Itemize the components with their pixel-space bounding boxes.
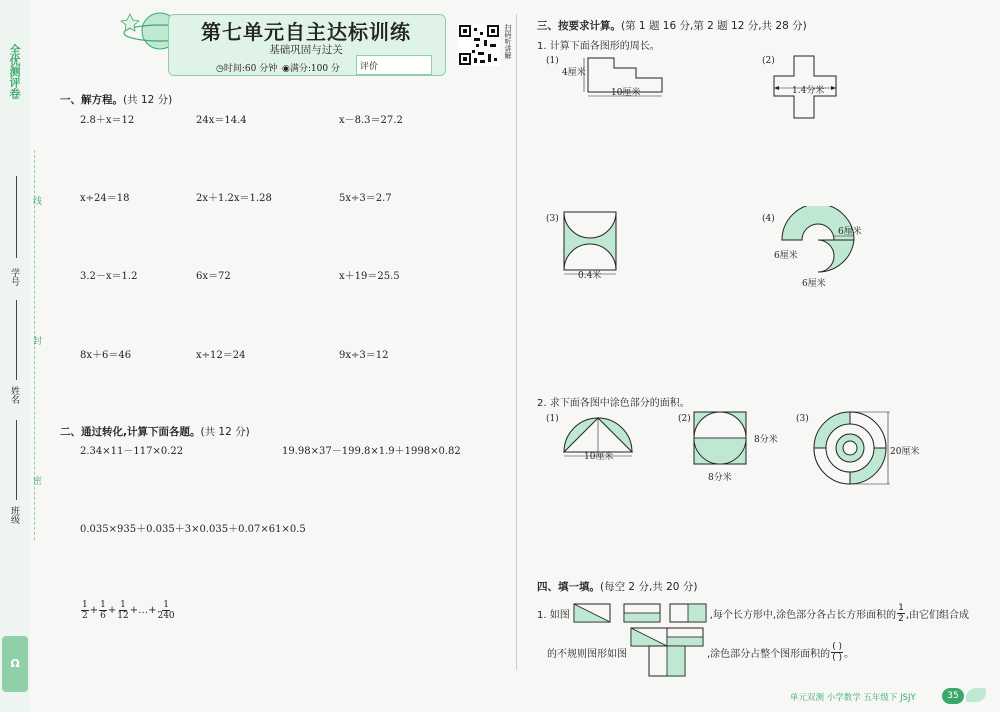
section-1-title: 一、解方程。 <box>60 94 123 106</box>
section-3-points: (第 1 题 16 分,第 2 题 12 分,共 28 分) <box>621 20 807 32</box>
circle-in-square-figure <box>692 410 752 468</box>
page-number: 35 <box>947 691 959 701</box>
brand-label: 全优测评卷 <box>8 44 21 99</box>
equation-1: 2.8＋x＝12 <box>80 115 135 126</box>
fraction-2-den: 6 <box>100 611 106 621</box>
fig-2-label: 1.4分米 <box>792 86 825 96</box>
binding-strip <box>0 0 30 712</box>
time-info <box>216 61 277 74</box>
equation-4: x÷24＝18 <box>80 193 130 204</box>
fraction-2-num: 1 <box>100 600 106 610</box>
name-label: 姓名 <box>9 386 19 404</box>
fraction-4-den: 240 <box>157 611 175 621</box>
fig-b-label-bottom: 8分米 <box>708 473 732 483</box>
fraction-1 <box>81 600 89 621</box>
name-field[interactable] <box>16 300 17 380</box>
score-info <box>282 61 340 74</box>
equation-6: 5x÷3＝2.7 <box>339 193 392 204</box>
fill-text-6: 。 <box>844 648 855 660</box>
equation-3: x－8.3＝27.2 <box>339 115 403 126</box>
qr-label: 扫码听讲解 <box>504 24 512 59</box>
question-3-1: 1. 计算下面各图形的周长。 <box>537 41 660 52</box>
page-subtitle: 基础巩固与过关 <box>269 44 343 56</box>
concentric-rings-figure <box>812 410 892 490</box>
fig-3-number: (3) <box>546 214 559 224</box>
fraction-4-num: 1 <box>163 600 169 610</box>
fig-4-number: (4) <box>762 214 775 224</box>
one-half-den: 2 <box>898 613 904 624</box>
section-3-heading <box>537 18 807 33</box>
class-label: 班级 <box>9 506 19 524</box>
fill-line-2 <box>547 626 854 678</box>
score-text: 满分:100 分 <box>289 64 340 74</box>
fig-b-label-side: 8分米 <box>754 435 778 445</box>
operator-1: + <box>89 605 99 616</box>
operator-3: +…+ <box>129 605 157 616</box>
s-curve-figure <box>770 206 870 276</box>
problem-2-1: 2.34×11－117×0.22 <box>80 446 184 457</box>
fraction-2 <box>99 600 107 621</box>
fig-1-width-label: 10厘米 <box>611 88 641 98</box>
footer-text: 单元双测 小学数学 五年级下 JSJY <box>790 693 916 703</box>
class-field[interactable] <box>16 420 17 500</box>
time-text: 时间:60 分钟 <box>223 64 278 74</box>
fraction-1-den: 2 <box>82 611 88 621</box>
qr-code-icon[interactable] <box>458 24 500 66</box>
section-2-title: 二、通过转化,计算下面各题。 <box>60 426 201 438</box>
fill-text-1: 1. 如图 <box>537 609 570 621</box>
equation-9: x＋19＝25.5 <box>339 271 400 282</box>
fig-2-number: (2) <box>762 56 775 66</box>
equation-11: x÷12＝24 <box>196 350 246 361</box>
equation-2: 24x＝14.4 <box>196 115 247 126</box>
fig-c-label: 20厘米 <box>890 447 920 457</box>
one-half-num: 1 <box>898 602 904 613</box>
seal-char: 封 <box>31 336 41 345</box>
fig-4-label-a: 6厘米 <box>838 227 862 237</box>
page-divider <box>516 14 517 670</box>
section-4-heading <box>537 579 697 594</box>
fraction-3 <box>117 600 128 621</box>
question-3-2: 2. 求下面各图中涂色部分的面积。 <box>537 398 690 409</box>
check-icon: ◉ <box>282 64 290 74</box>
review-label: 评价 <box>360 62 379 72</box>
section-2-heading <box>60 424 250 439</box>
equation-7: 3.2－x＝1.2 <box>80 271 138 282</box>
page-title: 第七单元自主达标训练 <box>201 20 411 44</box>
section-3-title: 三、按要求计算。 <box>537 20 621 32</box>
close-char: 密 <box>31 476 41 485</box>
page-number-badge <box>942 688 964 704</box>
fraction-4 <box>157 600 174 621</box>
clock-icon: ◷ <box>216 64 224 74</box>
fig-4-label-b: 6厘米 <box>774 251 798 261</box>
operator-2: + <box>107 605 117 616</box>
combined-shape-figure <box>629 626 705 678</box>
fill-text-4: 的不规则图形如图 <box>547 648 627 660</box>
fig-a-label: 10厘米 <box>584 452 614 462</box>
student-id-field[interactable] <box>16 176 17 258</box>
fig-4-label-c: 6厘米 <box>802 279 826 289</box>
answer-blank-den[interactable]: ( ) <box>832 652 843 663</box>
problem-2-3: 0.035×935＋0.035＋3×0.035＋0.07×61×0.5 <box>80 524 306 535</box>
equation-12: 9x÷3＝12 <box>339 350 389 361</box>
line-char: 线 <box>31 196 41 205</box>
fig-a-number: (1) <box>546 414 559 424</box>
student-id-label: 学号 <box>9 268 19 286</box>
problem-2-2: 19.98×37－199.8×1.9＋1998×0.82 <box>282 446 461 457</box>
fig-1-height-label: 4厘米 <box>562 68 586 78</box>
answer-blank-num[interactable]: ( ) <box>832 641 843 652</box>
problem-2-4 <box>80 600 176 621</box>
fig-1-number: (1) <box>546 56 559 66</box>
equation-10: 8x＋6＝46 <box>80 350 132 361</box>
logo-badge <box>2 636 28 692</box>
fraction-1-num: 1 <box>82 600 88 610</box>
section-1-heading <box>60 92 172 107</box>
section-4-points: (每空 2 分,共 20 分) <box>600 581 698 593</box>
shaded-rectangles-figure <box>572 602 708 624</box>
fig-b-number: (2) <box>678 414 691 424</box>
equation-8: 6x＝72 <box>196 271 231 282</box>
one-half-fraction <box>897 603 905 624</box>
fill-text-5: ,涂色部分占整个图形面积的 <box>707 648 831 660</box>
fig-c-number: (3) <box>796 414 809 424</box>
fraction-3-den: 12 <box>117 611 129 621</box>
leaf-decoration-icon <box>966 688 986 702</box>
fraction-3-num: 1 <box>120 600 126 610</box>
section-4-title: 四、填一填。 <box>537 581 600 593</box>
fill-text-2: ,每个长方形中,涂色部分各占长方形面积的 <box>709 609 897 621</box>
equation-5: 2x＋1.2x＝1.28 <box>196 193 272 204</box>
fig-3-label: 0.4米 <box>578 271 602 281</box>
answer-blank-fraction[interactable] <box>831 642 843 663</box>
fill-text-3: ,由它们组合成 <box>905 609 970 621</box>
section-1-points: (共 12 分) <box>123 94 173 106</box>
fill-line-1 <box>537 602 969 624</box>
section-2-points: (共 12 分) <box>200 426 250 438</box>
logo-text: Ω <box>10 657 20 670</box>
